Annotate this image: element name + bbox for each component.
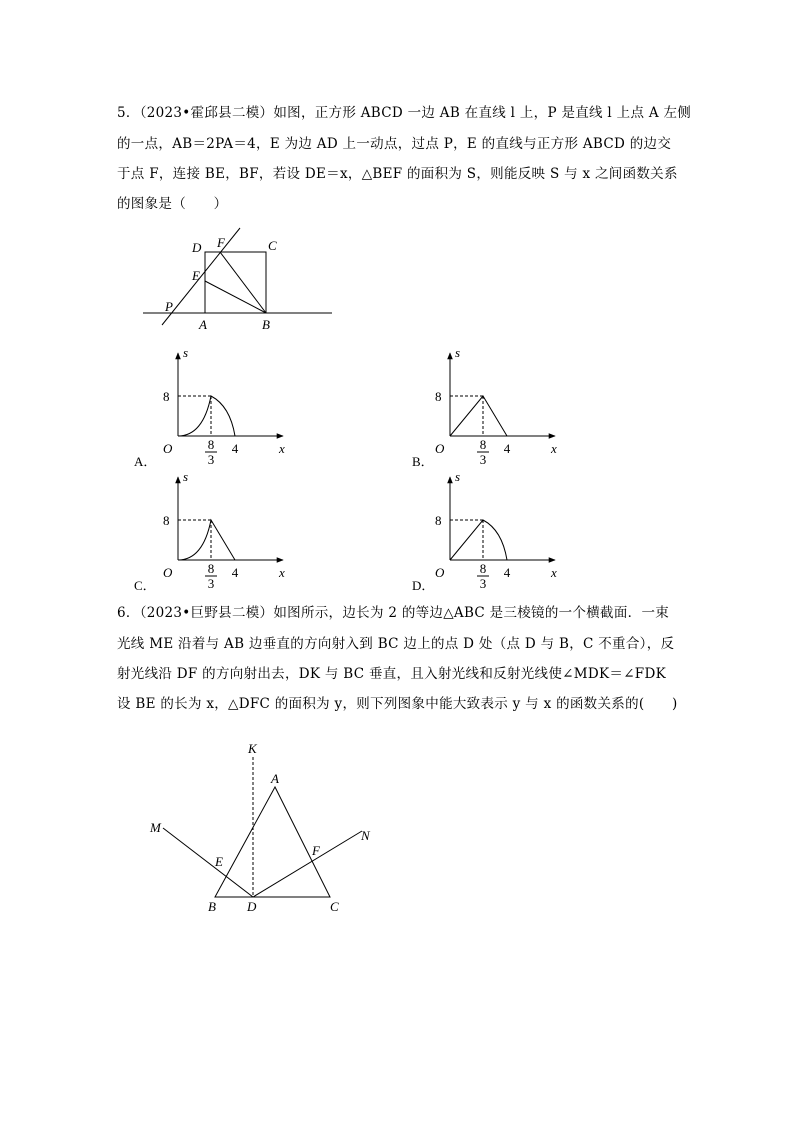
label-n: N — [361, 828, 370, 843]
label-b: B — [262, 317, 270, 332]
x-axis-label: x — [551, 441, 557, 456]
label-c: C — [330, 899, 339, 914]
label-m: M — [150, 820, 161, 835]
origin-label: O — [163, 441, 173, 456]
ray-me — [163, 828, 253, 897]
option-b-label[interactable]: B． — [412, 454, 434, 469]
peak-value-label: 8 — [163, 513, 170, 528]
q6-line-3: 射光线沿 DF 的方向射出去，DK 与 BC 垂直，且入射光线和反射光线使∠MDK＝∠FDK — [117, 666, 666, 682]
q5-square-figure — [130, 225, 340, 335]
label-a: A — [199, 317, 207, 332]
origin-label: O — [163, 565, 173, 580]
q5-line-3: 于点 F，连接 BE，BF，若设 DE＝x，△BEF 的面积为 S，则能反映 S 与 x 之间函数关系 — [117, 166, 678, 182]
label-f: F — [312, 843, 320, 858]
y-axis-label: s — [183, 345, 189, 360]
x-end-label: 4 — [231, 441, 239, 456]
q5-line-1: 5．（2023•霍邱县二模）如图，正方形 ABCD 一边 AB 在直线 l 上，P 是直线 l 上点 A 左侧 — [117, 105, 692, 121]
label-k: K — [248, 741, 257, 756]
x-fraction-numerator: 8 — [479, 437, 487, 452]
option-a-graph[interactable] — [158, 343, 298, 468]
x-axis-label: x — [551, 565, 557, 580]
x-fraction-denominator: 3 — [479, 452, 487, 467]
q5-line-2: 的一点，AB＝2PA＝4，E 为边 AD 上一动点，过点 P，E 的直线与正方形 ABCD 的边交 — [117, 136, 672, 152]
function-curve — [178, 520, 235, 560]
label-e: E — [215, 854, 223, 869]
x-fraction-denominator: 3 — [479, 576, 487, 591]
option-d-label[interactable]: D． — [412, 578, 435, 593]
peak-value-label: 8 — [163, 389, 170, 404]
label-e: E — [192, 268, 200, 283]
option-b-graph[interactable] — [430, 343, 570, 468]
x-axis-label: x — [279, 565, 285, 580]
x-fraction-denominator: 3 — [207, 452, 215, 467]
function-curve — [450, 396, 507, 436]
q5-line-4: 的图象是（ ） — [117, 196, 228, 212]
option-a-label[interactable]: A． — [134, 454, 157, 469]
y-axis-label: s — [183, 469, 189, 484]
x-fraction-numerator: 8 — [207, 561, 215, 576]
x-end-label: 4 — [503, 565, 511, 580]
label-b: B — [208, 899, 216, 914]
segment-bf — [220, 252, 266, 313]
x-end-label: 4 — [231, 565, 239, 580]
peak-value-label: 8 — [435, 513, 442, 528]
q6-line-2: 光线 ME 沿着与 AB 边垂直的方向射入到 BC 边上的点 D 处（点 D 与 B，C 不重合），反 — [117, 636, 675, 652]
segment-be — [205, 281, 266, 313]
function-curve — [450, 520, 507, 560]
label-c: C — [268, 238, 277, 253]
x-fraction-numerator: 8 — [207, 437, 215, 452]
label-f: F — [217, 235, 225, 250]
q6-line-4: 设 BE 的长为 x，△DFC 的面积为 y，则下列图象中能大致表示 y 与 x 的函数关系的( ) — [117, 696, 678, 712]
q6-prism-figure — [140, 735, 380, 920]
option-c-graph[interactable] — [158, 467, 298, 592]
origin-label: O — [435, 565, 445, 580]
function-curve — [178, 396, 235, 436]
label-d: D — [247, 899, 257, 914]
label-p: P — [165, 299, 173, 314]
x-fraction-numerator: 8 — [479, 561, 487, 576]
option-d-graph[interactable] — [430, 467, 570, 592]
label-d: D — [192, 240, 202, 255]
ray-dn — [253, 831, 362, 897]
y-axis-label: s — [455, 469, 461, 484]
label-a: A — [271, 771, 279, 786]
x-axis-label: x — [279, 441, 285, 456]
origin-label: O — [435, 441, 445, 456]
option-c-label[interactable]: C． — [134, 578, 156, 593]
x-fraction-denominator: 3 — [207, 576, 215, 591]
y-axis-label: s — [455, 345, 461, 360]
peak-value-label: 8 — [435, 389, 442, 404]
square-abcd — [205, 252, 266, 313]
x-end-label: 4 — [503, 441, 511, 456]
q6-line-1: 6．（2023•巨野县二模）如图所示，边长为 2 的等边△ABC 是三棱镜的一个横截面．一束 — [117, 605, 670, 621]
